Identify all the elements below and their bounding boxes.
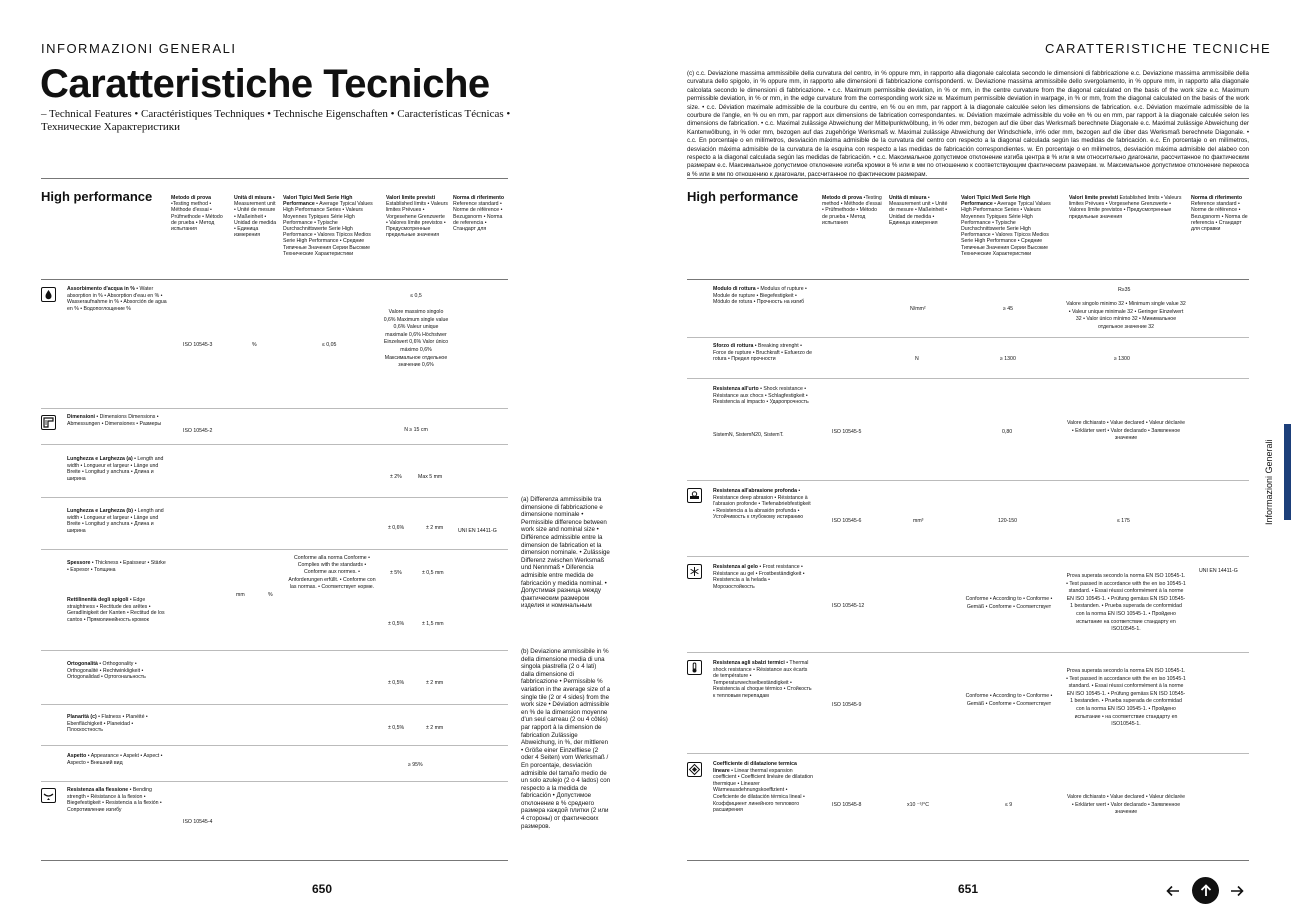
abrasion-typical: 120-150 [998,518,1018,524]
divider [687,480,1249,481]
shock-resistance-limit: Valore dichiarato • Value declared • Valeur déclarée • Erklärter wert • Valor declarado • Заявленное значение [1066,420,1186,442]
frost-resistance-method: ISO 10545-12 [832,603,865,609]
breaking-strength-typical: ≥ 1300 [1000,356,1016,362]
edge-straightness-percent: ± 0,5% [388,621,405,627]
modulus-typical: ≥ 45 [1003,306,1014,312]
thickness-unit-percent: % [268,592,273,598]
standard-ref-right: UNI EN 14411-G [1199,568,1238,574]
divider [41,745,508,746]
length-width-a-mm: Max 5 mm [418,474,443,480]
standard-ref: UNI EN 14411-G [458,528,497,534]
water-limit-max: Valore massimo singolo 0,6% Maximum single value 0,6% Valeur unique maximale 0,6% Höchstwer Einzelwert 0,6% Valor único máximo 0,6% Максимальное отдельное значение 0,6% [383,309,449,369]
thermal-expansion-typical: ≤ 9 [1005,802,1013,808]
thickness-label: Spessore • Thickness • Epaisseur • Stärke • Espesor • Толщина [67,560,166,573]
divider [41,279,508,280]
col-header-standard: Norma di riferimento Reference standard • Norme de référence • Bezugsnorm • Norma de referencia • Стандарт для справки [1191,195,1248,233]
col-header-typical: Valori Tipici Medi Serie High Performance • Average Typical Values High Performance Series • Valeurs Moyennes Typiques Série High Performance • Typische Durchschnittswerte Serie High Performance • Valores Típicos Medios Serie High Performance • Средние Типичные Значения Серии Высокие Технические Характеристики [961,195,1051,257]
breaking-strength-label: Sforzo di rottura • Breaking strenght • Force de rupture • Bruchkraft • Esfuerzo de rotura • Предел прочности [713,343,813,363]
sidebar-tab-marker[interactable] [1284,424,1291,520]
col-header-unit: Unità di misura • Measurement unit • Unité de mesure • Maßeinheit • Unidad de medida • Единица измерения [234,195,277,239]
shock-resistance-systems: SistemN, SistemN20, SistemT. [713,432,784,438]
thickness-mm: ± 0,5 mm [422,570,444,576]
section-title: High performance [41,189,153,204]
length-width-b-mm: ± 2 mm [426,525,444,531]
orthogonality-percent: ± 0,5% [388,680,405,686]
abrasion-unit: mm³ [913,518,924,524]
conformity-text: Conforme alla norma Conforme • Complies with the standards • Conforme aux normes. • Anforderungen erfüllt. • Conforme con las normas. • Соответствует норме. [288,555,376,590]
length-width-a-label: Lunghezza e Larghezza (a) • Length and width • Longueur et largeur • Länge und Breite • Longitud y anchura • Длина и ширина [67,456,164,482]
thickness-unit-mm: mm [236,592,245,598]
thermal-shock-method: ISO 10545-9 [832,702,862,708]
frost-icon [687,564,702,579]
divider [687,279,1249,280]
page-subtitle: – Technical Features • Caractéristiques Techniques • Technische Eigenschaften • Características Técnicas • Технические Характеристики [41,108,511,133]
frost-resistance-limit: Prova superata secondo la norma EN ISO 10545-1. • Test passed in accordance with the en iso 10545-1 standard. • Essai réussi conformément à la norme EN ISO 10545-1. • Prüfung gemäss EN ISO 10545-1 bestanden. • Prueba superada de conformidad con la norma EN ISO 10545-1. • Пройдено испытание на соответствие стандарту en ISO10545-1. [1066,573,1186,633]
thermal-expansion-method: ISO 10545-8 [832,802,862,808]
abrasion-limit: ≤ 175 [1117,518,1130,524]
divider [41,781,508,782]
section-title-right: High performance [687,189,799,204]
flatness-mm: ± 2 mm [426,725,444,731]
divider [41,497,508,498]
col-header-limits: Valori limite previsti Established limits • Valeurs limites Prévues • Vorgesehene Grenzwerte • Valores límite previstos • Предусмотренные предельные значения [1069,195,1182,220]
divider [687,753,1249,754]
col-header-unit: Unità di misura • Measurement unit • Unité de mesure • Maßeinheit • Unidad de medida • Единица измерения [889,195,948,226]
divider [41,860,508,861]
col-header-method: Metodo di prova •Testing method • Méthode d'essai • Prüfmethode • Método de prueba • Метод испытания [171,195,223,233]
divider [687,337,1249,338]
footnote-a: (a) Differenza ammissibile tra dimensione di fabbricazione e dimensione nominale • Permissible difference between work size and nominal size • Différence admissible entre la dimension de fabrication et la dimension nominale. • Zulässige Differenz zwischen Werksmaß und Nennmaß • Diferencia admisible entre medida de fabricación y medida nominal. • Допустимая разница между фактическим размером изделия и номинальным [521,496,610,610]
edge-straightness-label: Rettilinenità degli spigoli • Edge straightness • Rectitude des arêtes • Geradlinigkeit der Kanten • Rectitud de los cantos • Прямолинейность кромок [67,597,165,623]
divider [41,444,508,445]
prev-page-button[interactable] [1163,881,1183,901]
divider [687,652,1249,653]
abrasion-method: ISO 10545-6 [832,518,862,524]
bending-method: ISO 10545-4 [183,819,213,825]
bending-icon [41,788,56,803]
notes-paragraph: (c) c.c. Deviazione massima ammissibile della curvatura del centro, in % oppure mm, in rapporto alla diagonale calcolata secondo le dimensioni di fabbricazione e.c. Deviazione massima ammissibile della curvatura dello spigolo, in % oppure mm, in rapporto alle dimensioni di fabbricazione corrispondenti. w. Deviazione massima ammissibile dello svergolamento, in % oppure mm, in rapporto alla diagonale calcolata secondo le dimensioni di fabbricazione. • c.c. Maximum permissible deviation, in % or mm, in the centre curvature from the diagonal calculated on the basis of the work size e.c. Maximum permissible deviation, in % or mm, in the edge curvature from the corresponding work size w. Maximum permissible deviation in warpage, in % or mm, from the diagonal calculated on the basis of the work size. • c.c. Déviation maximale admissible de la courbure du centre, en % ou en mm, par rapport à la diagonale calculée selon les dimensions de fabrication. e.c. Déviation maximale admissible de la courbure de l'angle, en % ou en mm, par rapport aux dimensions de fabrication correspondantes. w. Déviation maximale admissible du voile en % ou en mm, par rapport à la diagonale calculée selon les dimensions de fabrication. • c.c. Maximal zulässige Abweichung der Mittelpunktwölbung, in % oder mm, bezogen auf die über das Werksmaß berechnete Diagonale e.c. Maximal zulässige Abweichung der Kantenwölbung, in % oder mm, bezogen auf das zugehörige Werksmaß w. Maximal zulässige Abweichung der Windschiefe, in% oder mm, bezogen auf die über das Werksmaß berechnete Diagonale. • c.c. En porcentaje o en milímetros, desviación máxima admisible de la curvatura del centro con respecto a la diagonal calculada según las medidas de fabricación. e.c. En porcentaje o en milímetros, desviación máxima admisible de la curvatura de la esquina con respecto a las medidas de fabricación correspondientes. w. En porcentaje o en milímetros, desviación máxima admisible del alabeo con respecto a la diagonal calculada según las medidas de fabricación. • c.c. Максимальное допустимое отклонение изгиба центра в % или в мм относительно диагонали, рассчитанное по фактическим размерам e.c. Максимальное допустимое отклонение изгиба кромки в % или в мм по отношению к соответствующим фактическим размерам. w. Максимальное допустимое отклонение перекоса в % или в мм по отношению к диагонали, рассчитанное по фактическим размерам. [687,70,1249,178]
water-typical: ≤ 0,05 [322,342,337,348]
modulus-limit: Valore singolo minimo 32 • Minimum single value 32 • Valeur unique minimale 32 • Geringer Einzelwert 32 • Valor único mínimo 32 • Минимальное отдельное значение 32 [1066,301,1186,330]
ruler-icon [41,415,56,430]
divider [687,556,1249,557]
scroll-top-button[interactable] [1192,877,1219,904]
footnote-b: (b) Deviazione ammissibile in % della dimensione media di una singola piastrella (2 o 4 lati) dalla dimensione di fabbricazione • Permissible % variation in the average size of a single tile (2 or 4 sides) from the work size • Déviation admissible en % de la dimension moyenne d'un seul carreau (2 ou 4 côtés) par rapport à la dimension de fabrication Zulässige Abweichung, in %, der mittleren • Größe einer Einzelfliese (2 oder 4 Seiten) vom Werksmaß / En porcentaje, desviación admisible del tamaño medio de un solo azulejo (2 o 4 lados) con respecto a la medida de fabricación • Допустимое отклонение в % среднего размера каждой плитки (2 или 4 стороны) от фактических размеров. [521,648,611,830]
flatness-percent: ± 0,5% [388,725,405,731]
modulus-label: Modulo di rottura • Modulus of rupture • Module de rupture • Biegefestigkeit • Módulo de rotura • Прочность на изгиб [713,286,807,306]
thermal-shock-icon [687,660,702,675]
length-width-b-label: Lunghezza e Larghezza (b) • Length and width • Longueur et largeur • Länge und Breite • Longitud y anchura • Длина и ширина [67,508,164,534]
divider [687,860,1249,861]
arrow-right-icon [1230,885,1244,897]
col-header-method: Metodo di prova •Testing method • Méthode d'essai • Prüfmethode • Método de prueba • Метод испытания [822,195,882,226]
water-method: ISO 10545-3 [183,342,213,348]
thermal-expansion-unit: x10 ⁻⁶/°C [907,802,929,808]
dimensions-limit: N ≥ 15 cm [404,427,428,433]
dimensions-method: ISO 10545-2 [183,428,213,434]
expansion-icon [687,762,702,777]
dimensions-label: Dimensioni • Dimensions Dimensions • Abmessungen • Dimensiones • Размеры [67,414,162,427]
divider [687,178,1249,179]
shock-resistance-typical: 0,80 [1002,429,1013,435]
bending-label: Resistenza alla flessione • Bending strength • Résistance à la flexion • Biegefestigkeit • Resistencia a la flexión • Сопротивление изгибу [67,787,162,813]
abrasion-label: Resistenza all'abrasione profonda • Resistance deep abrasion • Résistance à l'abrasion profonde • Tiefenabriebfestigkeit • Resistencia a la abrasión profunda • Устойчивость к глубокому истиранию [713,488,811,521]
page-title: Caratteristiche Tecniche [40,62,490,106]
modulus-unit: N/mm² [910,306,926,312]
frost-resistance-typical: Conforme • According to • Conforme • Gemäß • Conforme • Соответствует [965,596,1053,610]
modulus-r: R≥35 [1118,287,1131,293]
col-header-typical: Valori Tipici Medi Serie High Performance • Average Typical Values High Performance Series • Valeurs Moyennes Typiques Série High Performance • Typische Durchschnittswerte Serie High Performance • Valores Típicos Medios Serie High Performance • Средние Типичные Значения Серии Высокие Технические Характеристики [283,195,373,257]
water-limit: ≤ 0,5 [410,293,422,299]
arrow-up-icon [1200,884,1212,897]
abrasion-icon [687,488,702,503]
divider [687,378,1249,379]
page-number-right: 651 [958,882,979,896]
arrow-left-icon [1166,885,1180,897]
length-width-b-percent: ± 0,6% [388,525,405,531]
divider [41,650,508,651]
water-absorption-label: Assorbimento d'acqua in % • Water absorption in % • Absorption d'eau en % • Wasseraufnahme in % • Absorción de agua en % • Водопоглощение % [67,286,167,312]
sidebar-tab-label[interactable]: Informazioni Generali [1264,439,1274,525]
divider [41,704,508,705]
page-number-left: 650 [312,882,333,896]
divider [41,408,508,409]
length-width-a-percent: ± 2% [390,474,402,480]
right-running-header: CARATTERISTICHE TECNICHE [1045,41,1272,56]
col-header-limits: Valori limite previsti Established limits • Valeurs limites Prévues • Vorgesehene Grenzwerte • Valores límite previstos • Предусмотренные предельные значения [386,195,448,239]
frost-resistance-label: Resistenza al gelo • Frost resistance • Résistance au gel • Frostbeständigkeit • Resistencia a la helada • Морозостойкость [713,564,805,590]
thermal-shock-typical: Conforme • According to • Conforme • Gemäß • Conforme • Соответствует [965,693,1053,707]
shock-resistance-label: Resistenza all'urto • Shock resistance • Résistance aux chocs • Schlagfestigkeit • Resistencia al impacto • Ударопрочность [713,386,809,406]
thermal-expansion-limit: Valore dichiarato • Value declared • Valeur déclarée • Erklärter wert • Valor declarado • Заявленное значение [1066,794,1186,816]
thermal-shock-limit: Prova superata secondo la norma EN ISO 10545-1. • Test passed in accordance with the en iso 10545-1 standard. • Essai réussi conformément à la norme EN ISO 10545-1. • Prüfung gemäss EN ISO 10545-1 bestanden. • Prueba superada de conformidad con la norma EN ISO 10545-1. • Пройдено испытание • на соответствие стандарту en ISO10545-1. [1066,668,1186,728]
next-page-button[interactable] [1227,881,1247,901]
col-header-standard: Norma di riferimento Reference standard • Norme de référence • Bezugsnorm • Norma de referencia • Стандарт для [453,195,505,233]
thermal-shock-label: Resistenza agli sbalzi termici • Thermal shock resistance • Résistance aux écarts de température • Temperaturwechselbeständigkeit • Resistencia al choque térmico • Стойкость к тепловым перепадам [713,660,812,699]
flatness-label: Planarità (c) • Flatness • Planéité • Ebenflächigkeit • Planeidad • Плоскостность [67,714,148,734]
appearance-value: ≥ 95% [408,762,423,768]
edge-straightness-mm: ± 1,5 mm [422,621,444,627]
water-drop-icon [41,287,56,302]
water-unit: % [252,342,257,348]
divider [41,178,508,179]
breaking-strength-unit: N [915,356,919,362]
breaking-strength-limit: ≥ 1300 [1114,356,1130,362]
divider [41,549,508,550]
appearance-label: Aspetto • Appearance • Aspekt • Aspect • Aspecto • Внешний вид [67,753,163,766]
thickness-percent: ± 5% [390,570,402,576]
orthogonality-label: Ortogonalità • Orthogonality • Orthogonalité • Rechtwinkligkeit • Ortogonalidad • Ортогональность [67,661,146,681]
shock-resistance-method: ISO 10545-5 [832,429,862,435]
thermal-expansion-label: Coefficiente di dilatazione termica lineare • Linear thermal expansion coefficient • Coefficient linéaire de dilatation thermique • Linearer Wärmeausdehnungskoeffizient • Coeficiente de dilatación térmica lineal • Коэффициент линейного теплового расширения [713,761,813,814]
orthogonality-mm: ± 2 mm [426,680,444,686]
left-running-header: INFORMAZIONI GENERALI [41,41,237,56]
